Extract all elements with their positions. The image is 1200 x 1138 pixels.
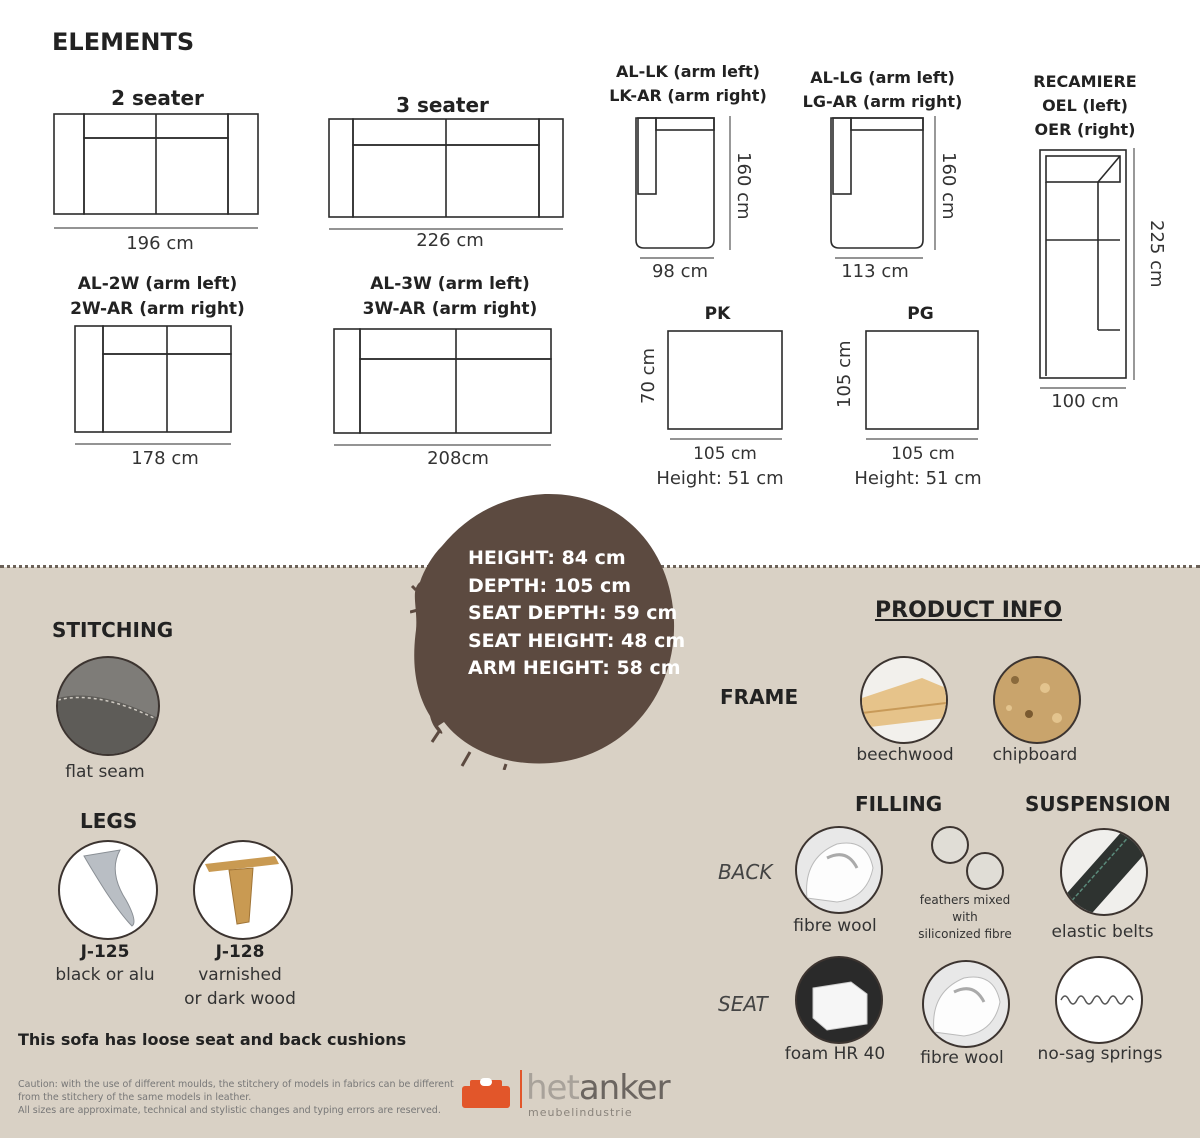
chipboard-label: chipboard	[992, 745, 1078, 765]
caution-line-3: All sizes are approximate, technical and stylistic changes and typing errors are reserved.	[18, 1105, 441, 1116]
leg-j125-code: J-125	[80, 942, 130, 962]
al-2w-label-1: AL-2W (arm left)	[77, 274, 238, 294]
pk-depth: 70 cm	[638, 347, 659, 404]
legs-title: LEGS	[80, 809, 138, 833]
no-sag-springs-label: no-sag springs	[1037, 1044, 1163, 1064]
leg-j125-image	[58, 840, 158, 940]
seat-fibre-wool-image	[922, 960, 1010, 1048]
beechwood-image	[860, 656, 948, 744]
al-lg-depth: 160 cm	[938, 152, 959, 220]
elastic-belts-image	[1060, 828, 1148, 916]
recamiere-drawing	[1035, 144, 1145, 394]
recamiere-label-1: RECAMIERE	[1033, 72, 1137, 91]
al-lk-label-1: AL-LK (arm left)	[616, 62, 760, 81]
al-3w-label-1: AL-3W (arm left)	[370, 274, 530, 294]
sofa-logo-icon	[462, 1078, 510, 1108]
al-lg-label-2: LG-AR (arm right)	[802, 92, 963, 111]
dimensions-list	[468, 545, 685, 683]
elastic-belts-label: elastic belts	[1051, 922, 1154, 942]
logo-sub: meubelindustrie	[528, 1106, 633, 1119]
back-label: BACK	[718, 860, 773, 884]
beechwood-label: beechwood	[856, 745, 954, 765]
recamiere-label-2: OEL (left)	[1042, 96, 1128, 115]
recamiere-width: 100 cm	[1051, 391, 1119, 412]
three-seater-width: 226 cm	[416, 230, 484, 251]
pg-width: 105 cm	[891, 444, 955, 464]
recamiere-label-3: OER (right)	[1034, 120, 1136, 139]
pg-depth: 105 cm	[834, 340, 855, 408]
al-lg-width: 113 cm	[841, 261, 909, 282]
caution-text	[18, 1078, 454, 1117]
foam-label: foam HR 40	[784, 1044, 886, 1064]
elements-title: ELEMENTS	[52, 28, 195, 56]
recamiere-depth: 225 cm	[1146, 220, 1167, 288]
al-3w-drawing	[330, 325, 560, 455]
pg-height: Height: 51 cm	[854, 468, 982, 489]
no-sag-springs-image	[1055, 956, 1143, 1044]
foam-image	[795, 956, 883, 1044]
pk-height: Height: 51 cm	[656, 468, 784, 489]
feathers-label-2: with	[952, 910, 978, 924]
seat-depth-value: SEAT DEPTH: 59 cm	[468, 602, 678, 624]
two-seater-width: 196 cm	[126, 233, 194, 254]
leg-j128-desc-2: or dark wood	[184, 989, 296, 1009]
stitching-title: STITCHING	[52, 618, 174, 642]
caution-line-2: from the stitchery of the same models in leather.	[18, 1092, 252, 1103]
leg-j125-desc: black or alu	[55, 965, 155, 985]
three-seater-label: 3 seater	[396, 93, 489, 117]
two-seater-label: 2 seater	[111, 86, 204, 110]
pk-drawing	[660, 325, 790, 445]
seat-label: SEAT	[718, 992, 768, 1016]
logo-part-1: het	[526, 1068, 579, 1108]
filling-title: FILLING	[855, 792, 943, 816]
chipboard-image	[993, 656, 1081, 744]
al-3w-label-2: 3W-AR (arm right)	[362, 299, 538, 319]
logo-part-2: anker	[578, 1068, 670, 1108]
seat-height-value: SEAT HEIGHT: 48 cm	[468, 629, 686, 652]
al-2w-drawing	[70, 322, 240, 452]
caution-line-1: Caution: with the use of different moulds, the stitchery of models in fabrics can be different	[18, 1079, 454, 1090]
back-fibre-wool-image	[795, 826, 883, 914]
back-fibre-wool-label: fibre wool	[793, 916, 877, 936]
leg-j128-code: J-128	[215, 942, 265, 962]
al-lk-depth: 160 cm	[733, 152, 754, 220]
pg-label: PG	[907, 304, 934, 324]
feathers-image-2	[966, 852, 1004, 890]
feathers-label	[905, 892, 1025, 943]
three-seater-drawing	[325, 115, 570, 235]
frame-title: FRAME	[720, 685, 799, 709]
depth-value: DEPTH: 105 cm	[468, 574, 632, 597]
flat-seam-label: flat seam	[65, 762, 145, 782]
arm-height-value: ARM HEIGHT: 58 cm	[468, 657, 681, 679]
al-2w-label-2: 2W-AR (arm right)	[70, 299, 245, 319]
seat-fibre-wool-label: fibre wool	[920, 1048, 1004, 1068]
al-lk-label-2: LK-AR (arm right)	[609, 86, 767, 105]
product-info-title: PRODUCT INFO	[875, 598, 1063, 623]
suspension-title: SUSPENSION	[1025, 792, 1171, 816]
pg-drawing	[858, 325, 988, 445]
al-lg-label-1: AL-LG (arm left)	[810, 68, 955, 87]
leg-j128-desc-1: varnished	[198, 965, 282, 985]
al-2w-width: 178 cm	[131, 448, 199, 469]
height-value: HEIGHT: 84 cm	[468, 547, 626, 569]
pk-label: PK	[704, 304, 731, 324]
feathers-image-1	[931, 826, 969, 864]
feathers-label-1: feathers mixed	[919, 893, 1011, 907]
flat-seam-image	[56, 656, 160, 756]
al-3w-width: 208cm	[427, 448, 489, 469]
pk-width: 105 cm	[693, 444, 757, 464]
feathers-label-3: siliconized fibre	[918, 927, 1012, 941]
al-lk-width: 98 cm	[651, 261, 709, 282]
cushions-note: This sofa has loose seat and back cushions	[18, 1030, 407, 1049]
leg-j128-image	[193, 840, 293, 940]
